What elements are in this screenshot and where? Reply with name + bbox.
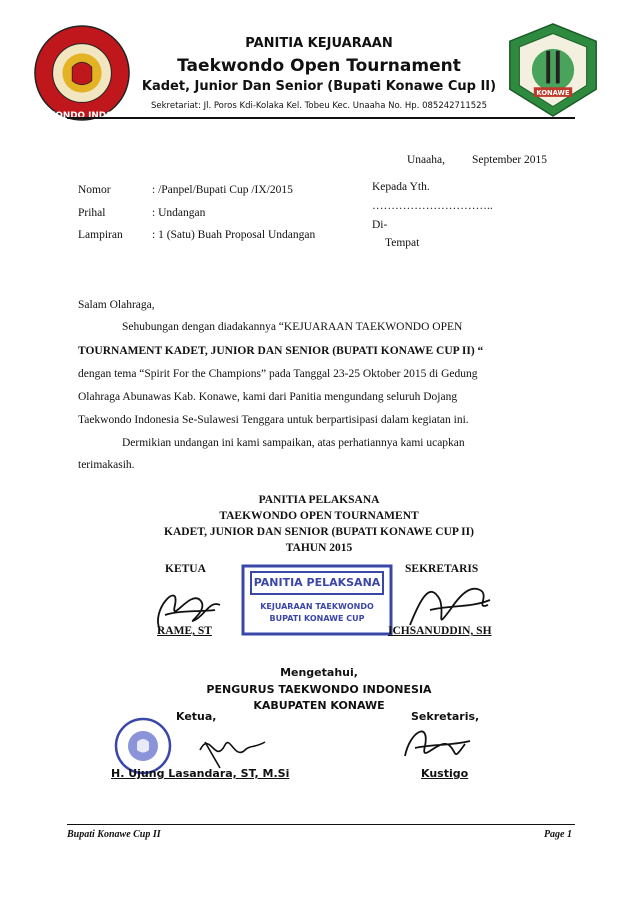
nomor-value: : /Panpel/Bupati Cup /IX/2015 <box>152 184 293 196</box>
body-p1-line5: Taekwondo Indonesia Se-Sulawesi Tenggara untuk berpartisipasi dalam kegiatan ini. <box>78 414 469 426</box>
svg-text:TAEKWONDO INDONESIA: TAEKWONDO INDONESIA <box>20 111 144 122</box>
ketua-label: KETUA <box>165 563 206 575</box>
body-p1-line3: dengan tema “Spirit For the Champions” pada Tanggal 23-25 Oktober 2015 di Gedung <box>78 368 478 380</box>
pengurus-line1: PENGURUS TAEKWONDO INDONESIA <box>206 683 432 696</box>
svg-text:KONAWE: KONAWE <box>536 88 570 97</box>
header-address: Sekretariat: Jl. Poros Kdi-Kolaka Kel. Tobeu Kec. Unaaha No. Hp. 085242711525 <box>150 101 487 111</box>
stamp-line2: KEJUARAAN TAEKWONDO <box>260 602 374 611</box>
header-title-committee: PANITIA KEJUARAAN <box>245 36 393 51</box>
committee-line2: TAEKWONDO OPEN TOURNAMENT <box>219 510 419 522</box>
body-p2-line2: terimakasih. <box>78 459 135 471</box>
recipient-tempat: Tempat <box>385 237 420 249</box>
ketua2-label: Ketua, <box>176 710 217 723</box>
footer-divider <box>67 824 575 825</box>
place-city: Unaaha, <box>407 154 445 166</box>
place-date: September 2015 <box>472 154 548 166</box>
sekretaris2-name: Kustigo <box>421 767 469 780</box>
acknowledged-label: Mengetahui, <box>280 666 358 679</box>
header-divider <box>67 117 575 119</box>
recipient-kepada: Kepada Yth. <box>372 181 430 193</box>
sekretaris-name: ICHSANUDDIN, SH <box>388 625 492 637</box>
recipient-dots: ………………………….. <box>372 200 493 212</box>
page-number: Page 1 <box>543 829 572 840</box>
body-p1-line2: TOURNAMENT KADET, JUNIOR DAN SENIOR (BUPATI KONAWE CUP II) “ <box>78 345 484 357</box>
recipient-di: Di- <box>372 219 388 231</box>
header-title-category: Kadet, Junior Dan Senior (Bupati Konawe Cup II) <box>141 79 497 94</box>
body-p1-line4: Olahraga Abunawas Kab. Konawe, kami dari Panitia mengundang seluruh Dojang <box>78 391 458 403</box>
ketua2-signature <box>190 720 270 770</box>
lampiran-label: Lampiran <box>78 229 123 241</box>
committee-line1: PANITIA PELAKSANA <box>258 494 380 506</box>
stamp-line3: BUPATI KONAWE CUP <box>269 614 365 623</box>
committee-line3: KADET, JUNIOR DAN SENIOR (BUPATI KONAWE CUP II) <box>164 526 474 538</box>
header-title-tournament: Taekwondo Open Tournament <box>177 56 461 76</box>
footer-title: Bupati Konawe Cup II <box>67 829 161 840</box>
body-p2-line1: Dermikian undangan ini kami sampaikan, atas perhatiannya kami ucapkan <box>122 437 465 449</box>
prihal-label: Prihal <box>78 207 106 219</box>
stamp-line1: PANITIA PELAKSANA <box>253 576 381 589</box>
body-p1-line1: Sehubungan dengan diadakannya “KEJUARAAN TAEKWONDO OPEN <box>122 321 463 333</box>
lampiran-value: : 1 (Satu) Buah Proposal Undangan <box>152 229 316 241</box>
ketua2-name: H. Ujung Lasandara, ST, M.Si <box>111 767 290 780</box>
sekretaris2-label: Sekretaris, <box>411 710 480 723</box>
pengurus-line2: KABUPATEN KONAWE <box>253 699 385 712</box>
sekretaris-label: SEKRETARIS <box>405 563 479 575</box>
nomor-label: Nomor <box>78 184 111 196</box>
prihal-value: : Undangan <box>152 207 206 219</box>
sekretaris2-signature <box>395 716 475 771</box>
salutation: Salam Olahraga, <box>78 299 155 311</box>
ketua-name: RAME, ST <box>157 625 212 637</box>
committee-stamp <box>241 564 393 636</box>
committee-line4: TAHUN 2015 <box>285 542 353 554</box>
